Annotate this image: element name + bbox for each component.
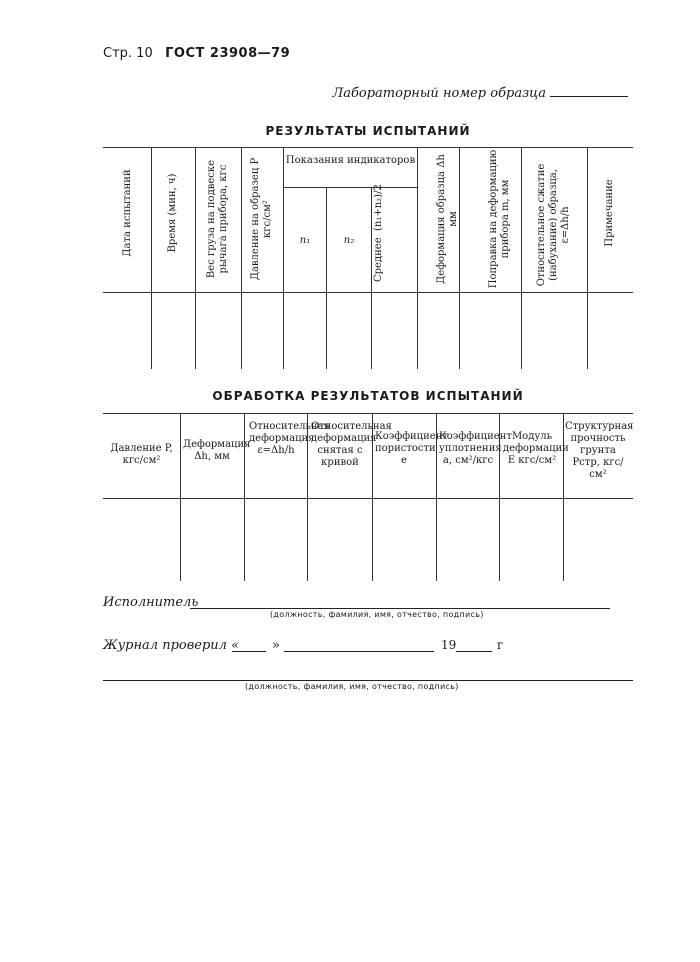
table1-title: РЕЗУЛЬТАТЫ ИСПЫТАНИЙ [265,124,471,138]
standard-code: ГОСТ 23908—79 [165,46,291,61]
journal-caption: (должность, фамилия, имя, отчество, подпись) [245,682,459,691]
journal-day-line[interactable] [232,651,266,652]
journal-month-line[interactable] [284,651,434,652]
journal-signature-line[interactable] [103,680,633,681]
table2-title: ОБРАБОТКА РЕЗУЛЬТАТОВ ИСПЫТАНИЙ [212,389,524,403]
header-mean-formula: (n₁+n₂)/2 [373,184,384,231]
header-deformation: Деформация образца Δh мм [436,154,459,284]
col-deformation: Деформация Δh, мм [183,439,251,462]
col-curve-deformation: Относительная деформация снятая с кривой [311,421,392,468]
lab-number-label: Лабораторный номер образца [332,86,546,101]
executor-label: Исполнитель [103,595,199,610]
header-mean-label: Среднее [373,237,384,282]
col-porosity: Коэффициент пористости e [375,431,448,466]
header-relative-compression: Относительное сжатие (набухание) образца, ε=Δh/h [536,163,571,287]
page-number: Стр. 10 [103,46,153,61]
col-compaction: Коэффициент уплотнения a, см²/кгс [439,431,512,466]
journal-quote-close: » [272,638,280,653]
header-n1: n₁ [299,235,311,246]
header-time: Время (мин, ч) [167,173,178,253]
executor-caption: (должность, фамилия, имя, отчество, подпись) [270,610,484,619]
header-pressure: Давление на образец P кгс/см² [250,157,273,281]
header-mean [373,184,385,282]
header-indicators: Показания индикаторов [285,155,416,166]
journal-year: 19 [441,638,457,652]
header-weight: Вес груза на подвеске рычага прибора, кгс [206,159,229,279]
header-test-date: Дата испытаний [122,169,133,257]
header-correction: Поправка на деформацию прибора m, мм [488,149,511,289]
header-note: Примечание [604,179,615,247]
col-pressure: Давление P, кгс/см² [110,443,173,466]
col-modulus: Модуль деформации Е кгс/см² [503,431,569,466]
journal-label: Журнал проверил « [103,638,240,653]
lab-number-blank[interactable] [550,84,628,97]
journal-year-suffix: г [497,638,504,652]
journal-year-line[interactable] [456,651,492,652]
executor-line[interactable] [190,608,610,609]
lab-number-field [332,84,628,101]
results-processing-table [103,413,633,581]
col-structural-strength: Структурная прочность грунта Pстр, кгс/см² [565,421,634,480]
test-results-table [103,147,633,369]
page-header [103,46,290,61]
col-relative-deformation: Относительная деформация ε=Δh/h [249,421,330,456]
header-n2: n₂ [343,235,355,246]
